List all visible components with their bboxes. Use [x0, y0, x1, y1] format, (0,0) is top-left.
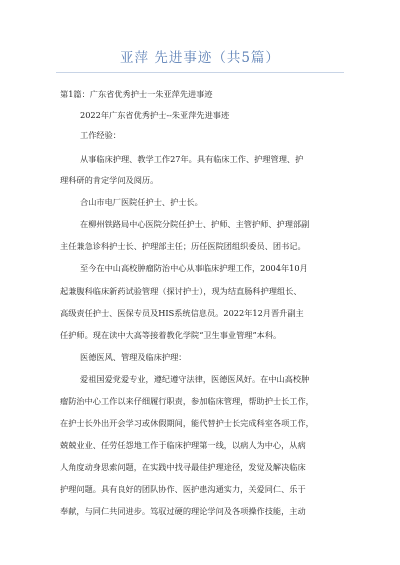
- paragraph-line: 在柳州铁路局中心医院分院任护士、护师、主管护师、护理部副: [80, 219, 310, 229]
- title-divider: [56, 72, 344, 73]
- paragraph-line: 兢兢业业、任劳任怨地工作于临床护理第一线，以病人为中心，从病: [60, 440, 306, 450]
- document-title: 亚萍 先进事迹（共5篇）: [120, 50, 280, 66]
- paragraph-line: 瘤防治中心工作以来仔细履行职责，参加临床管理，帮助护士长工作，: [60, 396, 314, 406]
- paragraph-line: 奉献，与同仁共同进步。笃驭过硬的理论学问及各项操作技能，主动: [60, 506, 306, 516]
- paragraph-line: 高级责任护士、医保专员及HIS系统信息员。2022年12月晋升副主: [60, 308, 304, 318]
- paragraph-line: 主任兼急诊科护士长、护理部主任；历任医院团组织委员、团书记。: [60, 241, 306, 251]
- paragraph-line: 至今在中山高校肿瘤防治中心从事临床护理工作，2004年10月: [80, 263, 308, 273]
- paragraph-line: 人角度动身思索问题，在实践中找寻最佳护理途径，发觉及解决临床: [60, 462, 306, 472]
- paragraph-line: 工作经验：: [80, 130, 121, 140]
- paragraph-line: 起兼腹科临床新药试验管理（探讨护士），现为结直肠科护理组长、: [60, 286, 302, 296]
- paragraph-line: 护理问题。具有良好的团队协作、医护患沟通实力，关爱同仁、乐于: [60, 484, 306, 494]
- paragraph-line: 爱祖国爱党爱专业，遵纪遵守法律，医德医风好。在中山高校肿: [80, 374, 310, 384]
- section-heading: 第1篇：广东省优秀护士一朱亚萍先进事迹: [60, 89, 213, 99]
- paragraph-line: 在护士长外出开会学习或休假期间，能代替护士长完成科室各项工作，: [60, 418, 314, 428]
- paragraph-line: 从事临床护理、教学工作27年。具有临床工作、护理管理、护: [80, 154, 304, 164]
- paragraph-line: 任护师。现在读中大高等接着教化学院“卫生事业管理”本科。: [60, 330, 282, 340]
- paragraph-line: 理科研的肯定学问及阅历。: [60, 175, 159, 185]
- paragraph-line: 2022年广东省优秀护士--朱亚萍先进事迹: [80, 110, 230, 120]
- paragraph-line: 合山市电厂医院任护士、护士长。: [80, 197, 203, 207]
- paragraph-line: 医德医风、管理及临床护理：: [80, 352, 187, 362]
